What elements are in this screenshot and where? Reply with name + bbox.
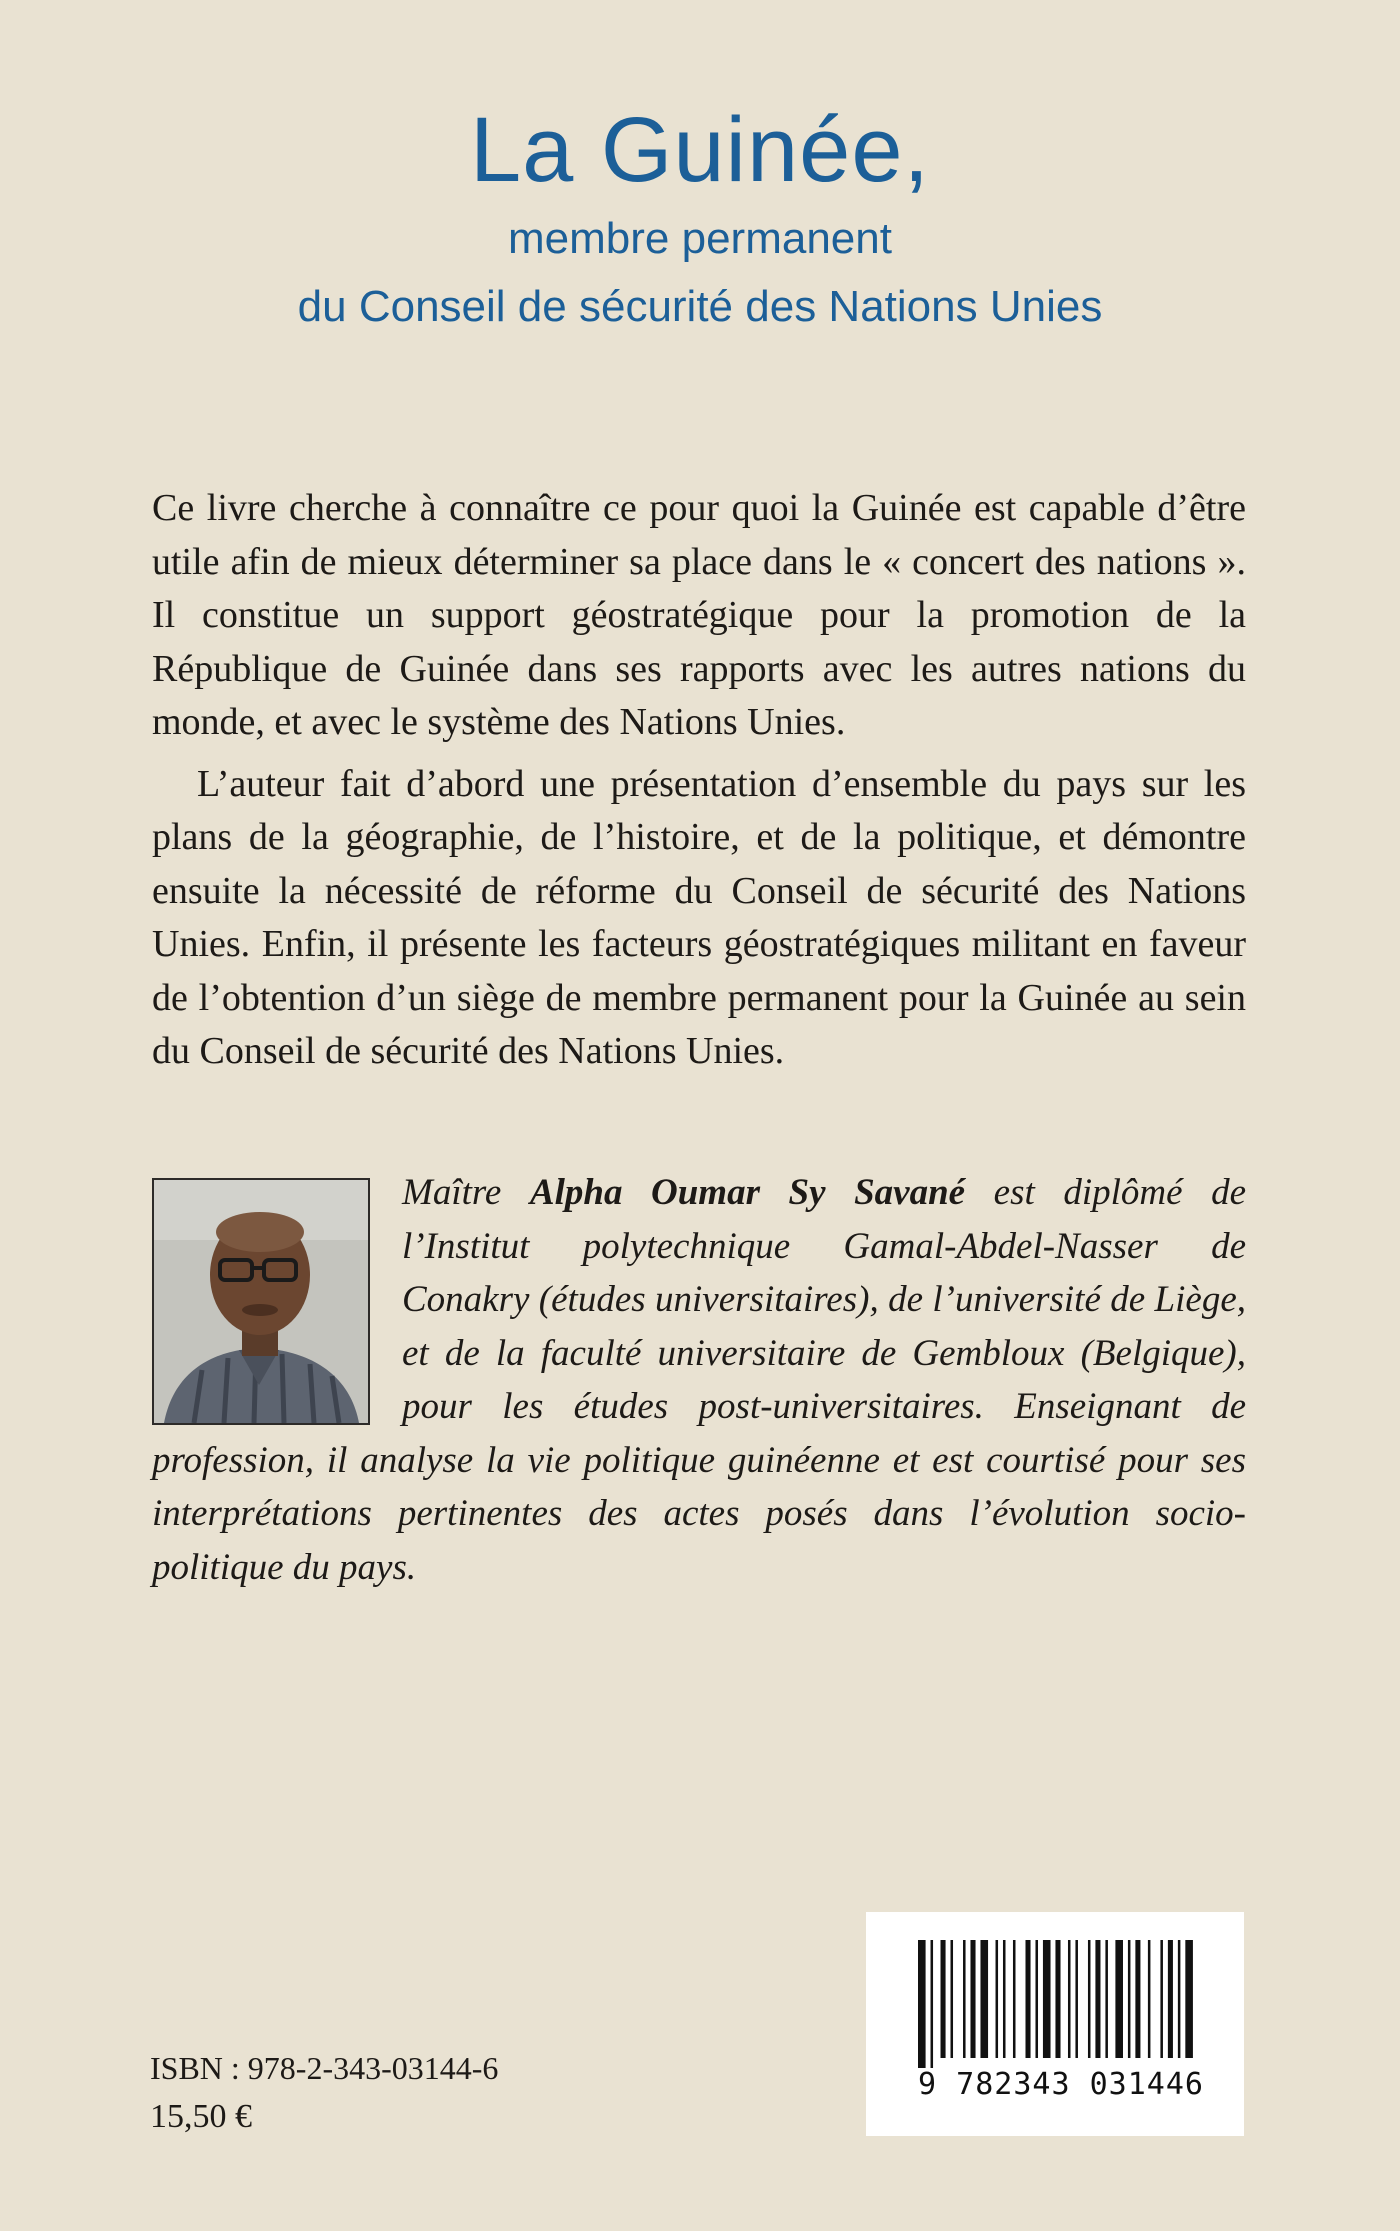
- barcode-bar: [918, 1940, 926, 2068]
- barcode-bar: [1003, 1940, 1006, 2058]
- price-label: 15,50 €: [150, 2098, 252, 2135]
- barcode-bar: [1128, 1940, 1131, 2058]
- author-name: Alpha Oumar Sy Savané: [529, 1172, 966, 1213]
- barcode-bar: [1088, 1940, 1091, 2058]
- barcode-bar: [951, 1940, 954, 2058]
- book-subtitle-line-1: membre permanent: [508, 214, 892, 263]
- barcode-bar: [1043, 1940, 1051, 2058]
- barcode-bar: [941, 1940, 946, 2058]
- barcode-bar: [1025, 1940, 1030, 2058]
- barcode-bar: [931, 1940, 934, 2068]
- barcode-bar: [1105, 1940, 1108, 2058]
- author-bio: [152, 1166, 1246, 1594]
- barcode-bar: [1068, 1940, 1071, 2058]
- barcode-bar: [1115, 1940, 1123, 2058]
- photo-spacer: [152, 1166, 402, 1428]
- isbn-label: ISBN : 978-2-343-03144-6: [150, 2050, 499, 2086]
- book-title: La Guinée,: [469, 99, 931, 201]
- barcode-bar: [1160, 1940, 1163, 2058]
- blurb-paragraph-2: L’auteur fait d’abord une présentation d’ensemble du pays sur les plans de la géographie, de l’histoire, et de la politique, et démontre ensuite la nécessité de réforme du Conseil de sécurité des Nations Unies. Enfin, il présente les facteurs géostratégiques militant en faveur de l’obtention d’un siège de membre permanent pour la Guinée au sein du Conseil de sécurité des Nations Unies.: [152, 762, 1246, 1072]
- barcode-bar: [963, 1940, 966, 2058]
- barcode-bar: [1035, 1940, 1038, 2058]
- blurb-paragraph-1: Ce livre cherche à connaître ce pour quoi la Guinée est capable d’être utile afin de mieux déterminer sa place dans le « concert des nations ». Il constitue un support géostratégique pour la promotion de la République de Guinée dans ses rapports avec les autres nations du monde, et avec le système des Nations Unies.: [152, 487, 1246, 743]
- barcode-bar: [970, 1940, 975, 2058]
- barcode-digits: 9 782343 031446: [918, 2067, 1204, 2102]
- barcode-bar: [1135, 1940, 1140, 2058]
- barcode-bar: [1075, 1940, 1078, 2058]
- barcode-bar: [1148, 1940, 1151, 2058]
- back-cover-blurb: [152, 482, 1246, 1087]
- title-block: [0, 95, 1400, 341]
- author-bio-text: est diplômé de l’Institut polytechnique Gamal-Abdel-Nasser de Conakry (études universitaires), de l’université de Liège, et de la faculté universitaire de Gembloux (Belgique), pour les études post-universitaires. Enseignant de profession, il analyse la vie politique guinéenne et est courtisé pour ses interprétations pertinentes des actes posés dans l’évolution socio-politique du pays.: [152, 1172, 1246, 1588]
- barcode-bar: [980, 1940, 988, 2058]
- author-prefix: Maître: [402, 1172, 502, 1213]
- barcode-bar: [1178, 1940, 1181, 2058]
- barcode-bar: [1055, 1940, 1060, 2058]
- barcode-bar: [1095, 1940, 1100, 2058]
- barcode-bar: [1168, 1940, 1173, 2058]
- barcode-bar: [996, 1940, 999, 2058]
- isbn-barcode: [866, 1912, 1244, 2136]
- barcode-bar: [1185, 1940, 1193, 2058]
- book-subtitle-line-2: du Conseil de sécurité des Nations Unies: [297, 282, 1103, 331]
- barcode-bar: [1013, 1940, 1016, 2058]
- barcode-bars: [866, 1912, 1244, 2136]
